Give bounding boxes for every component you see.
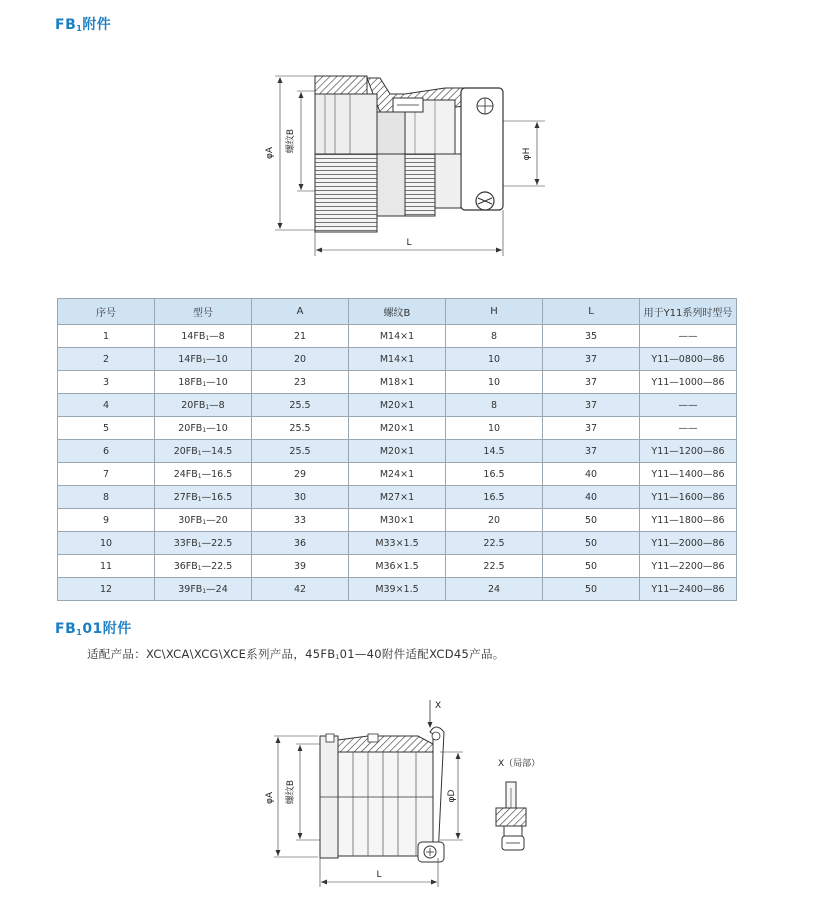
- cell-a: 25.5: [252, 417, 349, 440]
- col-header-l: L: [543, 299, 640, 325]
- cell-no: 11: [58, 555, 155, 578]
- phi-h-label: φH: [522, 147, 532, 161]
- cell-no: 1: [58, 325, 155, 348]
- col-header-thread-b: 螺纹B: [349, 299, 446, 325]
- cell-a: 36: [252, 532, 349, 555]
- fb1-accessory-drawing: [255, 66, 555, 266]
- cell-l: 40: [543, 463, 640, 486]
- cell-l: 35: [543, 325, 640, 348]
- cell-h: 22.5: [446, 532, 543, 555]
- cell-a: 20: [252, 348, 349, 371]
- cell-y11: Y11—1200—86: [640, 440, 737, 463]
- cell-model: 36FB1—22.5: [155, 555, 252, 578]
- col-header-no: 序号: [58, 299, 155, 325]
- cell-no: 8: [58, 486, 155, 509]
- cell-h: 10: [446, 371, 543, 394]
- col-header-h: H: [446, 299, 543, 325]
- cell-model: 24FB1—16.5: [155, 463, 252, 486]
- cell-l: 50: [543, 509, 640, 532]
- cell-l: 40: [543, 486, 640, 509]
- section2-description: 适配产品：XC\XCA\XCG\XCE系列产品，45FB101—40附件适配XCD45产品。: [87, 647, 505, 661]
- cell-y11: Y11—2200—86: [640, 555, 737, 578]
- table-header-row: [58, 299, 737, 325]
- table-row: [58, 325, 737, 348]
- cell-l: 50: [543, 555, 640, 578]
- thread-b-label-2: 螺纹B: [286, 779, 296, 805]
- cell-model: 20FB1—14.5: [155, 440, 252, 463]
- table-row: [58, 440, 737, 463]
- table-row: [58, 463, 737, 486]
- cell-thread-b: M24×1: [349, 463, 446, 486]
- detail-view-label: X（局部）: [498, 759, 541, 769]
- phi-d-label: φD: [447, 789, 457, 803]
- col-header-a: A: [252, 299, 349, 325]
- cell-a: 30: [252, 486, 349, 509]
- spec-table: [57, 298, 737, 601]
- cell-a: 29: [252, 463, 349, 486]
- cell-model: 18FB1—10: [155, 371, 252, 394]
- cell-a: 42: [252, 578, 349, 601]
- cell-no: 12: [58, 578, 155, 601]
- section1-title: $FB_1$附件: [55, 17, 112, 33]
- cell-a: 25.5: [252, 440, 349, 463]
- cell-a: 33: [252, 509, 349, 532]
- cell-a: 21: [252, 325, 349, 348]
- cell-no: 5: [58, 417, 155, 440]
- cell-a: 25.5: [252, 394, 349, 417]
- table-row: [58, 394, 737, 417]
- cell-h: 20: [446, 509, 543, 532]
- cell-h: 10: [446, 348, 543, 371]
- cell-model: 14FB1—10: [155, 348, 252, 371]
- cell-model: 27FB1—16.5: [155, 486, 252, 509]
- cell-thread-b: M27×1: [349, 486, 446, 509]
- cell-h: 8: [446, 394, 543, 417]
- table-row: [58, 486, 737, 509]
- cell-thread-b: M14×1: [349, 348, 446, 371]
- cell-model: 20FB1—10: [155, 417, 252, 440]
- cell-thread-b: M20×1: [349, 417, 446, 440]
- cell-y11: Y11—2000—86: [640, 532, 737, 555]
- cell-y11: Y11—1600—86: [640, 486, 737, 509]
- cell-thread-b: M36×1.5: [349, 555, 446, 578]
- cell-y11: Y11—1800—86: [640, 509, 737, 532]
- cell-y11: Y11—2400—86: [640, 578, 737, 601]
- cell-h: 22.5: [446, 555, 543, 578]
- cell-h: 10: [446, 417, 543, 440]
- cell-l: 50: [543, 578, 640, 601]
- cell-l: 37: [543, 394, 640, 417]
- table-row: [58, 348, 737, 371]
- cell-no: 3: [58, 371, 155, 394]
- cell-no: 7: [58, 463, 155, 486]
- cell-y11: Y11—1000—86: [640, 371, 737, 394]
- cell-l: 37: [543, 348, 640, 371]
- cell-l: 37: [543, 417, 640, 440]
- section2-title: $FB_101$附件: [55, 621, 132, 637]
- table-body: [58, 325, 737, 601]
- table-row: [58, 555, 737, 578]
- table-row: [58, 371, 737, 394]
- cell-a: 39: [252, 555, 349, 578]
- cell-l: 37: [543, 440, 640, 463]
- cell-y11: Y11—0800—86: [640, 348, 737, 371]
- cell-y11: Y11—1400—86: [640, 463, 737, 486]
- table-row: [58, 509, 737, 532]
- cell-no: 4: [58, 394, 155, 417]
- cell-thread-b: M20×1: [349, 440, 446, 463]
- cell-model: 33FB1—22.5: [155, 532, 252, 555]
- cell-thread-b: M33×1.5: [349, 532, 446, 555]
- cell-y11: ——: [640, 417, 737, 440]
- cell-no: 2: [58, 348, 155, 371]
- cell-thread-b: M30×1: [349, 509, 446, 532]
- cell-model: 14FB1—8: [155, 325, 252, 348]
- table-row: [58, 532, 737, 555]
- length-label: L: [406, 238, 412, 248]
- cell-thread-b: M14×1: [349, 325, 446, 348]
- thread-b-label: 螺纹B: [286, 128, 296, 154]
- cell-thread-b: M39×1.5: [349, 578, 446, 601]
- cell-y11: ——: [640, 325, 737, 348]
- col-header-model: 型号: [155, 299, 252, 325]
- cell-a: 23: [252, 371, 349, 394]
- table-row: [58, 417, 737, 440]
- cell-model: 30FB1—20: [155, 509, 252, 532]
- cell-l: 50: [543, 532, 640, 555]
- cell-no: 9: [58, 509, 155, 532]
- length-label-2: L: [376, 870, 382, 880]
- cell-model: 20FB1—8: [155, 394, 252, 417]
- table-row: [58, 578, 737, 601]
- cell-thread-b: M18×1: [349, 371, 446, 394]
- cell-h: 14.5: [446, 440, 543, 463]
- phi-a-label-2: φA: [265, 791, 275, 805]
- cell-y11: ——: [640, 394, 737, 417]
- cell-l: 37: [543, 371, 640, 394]
- cell-h: 8: [446, 325, 543, 348]
- col-header-y11: 用于Y11系列时型号: [640, 299, 737, 325]
- cell-h: 24: [446, 578, 543, 601]
- cell-h: 16.5: [446, 486, 543, 509]
- x-marker-label: X: [435, 701, 442, 711]
- cell-no: 6: [58, 440, 155, 463]
- cell-thread-b: M20×1: [349, 394, 446, 417]
- phi-a-label: φA: [265, 146, 275, 160]
- fb1-01-accessory-drawing: [258, 692, 558, 897]
- cell-h: 16.5: [446, 463, 543, 486]
- cell-no: 10: [58, 532, 155, 555]
- cell-model: 39FB1—24: [155, 578, 252, 601]
